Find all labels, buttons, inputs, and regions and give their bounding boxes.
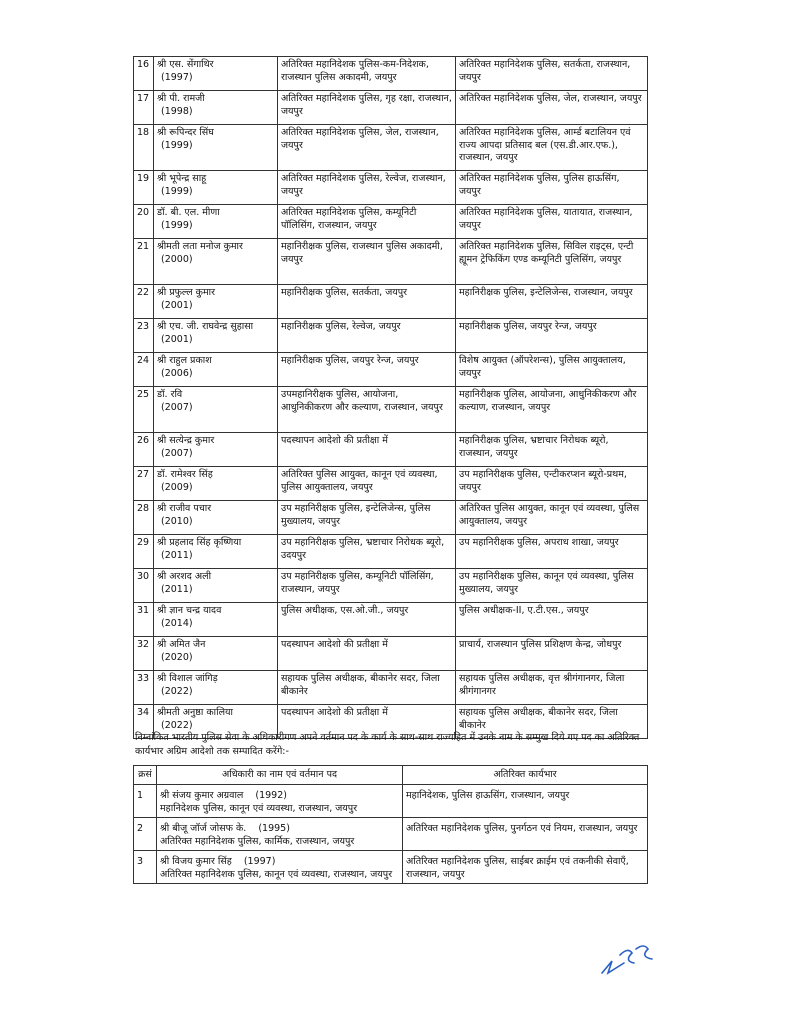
serial-cell: 26 — [134, 433, 154, 467]
officer-cell — [154, 387, 278, 433]
serial-cell: 19 — [134, 171, 154, 205]
transfer-table — [133, 56, 648, 739]
batch-year: (2001) — [161, 299, 193, 311]
batch-year: (2000) — [161, 253, 193, 265]
officer-cell — [154, 535, 278, 569]
table-row — [134, 353, 648, 387]
officer-name: श्री पी. रामजी — [157, 93, 205, 104]
new-post-cell: सहायक पुलिस अधीक्षक, बीकानेर सदर, जिला बीकानेर — [456, 705, 648, 739]
serial-cell: 29 — [134, 535, 154, 569]
batch-year: (1997) — [161, 71, 193, 83]
serial-cell: 23 — [134, 319, 154, 353]
new-post-cell: अतिरिक्त महानिदेशक पुलिस, आर्म्ड बटालियन एवं राज्य आपदा प्रतिसाद बल (एस.डी.आर.एफ.), राजस्थान, जयपुर — [456, 125, 648, 171]
officer-cell — [154, 501, 278, 535]
officer-name-line — [160, 855, 399, 868]
table-row — [134, 285, 648, 319]
current-post-cell: उप महानिरीक्षक पुलिस, इन्टेलिजेन्स, पुलिस मुख्यालय, जयपुर — [278, 501, 456, 535]
table-row — [134, 671, 648, 705]
officer-name: श्री रूपिन्दर सिंघ — [157, 127, 214, 138]
officer-cell — [157, 785, 403, 818]
table-row — [134, 91, 648, 125]
table-row — [134, 171, 648, 205]
new-post-cell: विशेष आयुक्त (ऑपरेशन्स), पुलिस आयुक्तालय, जयपुर — [456, 353, 648, 387]
table-row — [134, 637, 648, 671]
officer-name: श्रीमती लता मनोज कुमार — [157, 241, 243, 252]
signature — [598, 937, 658, 981]
officer-cell — [157, 818, 403, 851]
current-post: अतिरिक्त महानिदेशक पुलिस, कार्मिक, राजस्थान, जयपुर — [160, 836, 355, 847]
officer-name: श्रीमती अनुष्ठा कालिया — [157, 707, 233, 718]
officer-name: श्री संजय कुमार अग्रवाल — [160, 790, 244, 801]
table-row — [134, 535, 648, 569]
officer-cell — [154, 57, 278, 91]
officer-name-line — [160, 822, 399, 835]
table-row — [134, 57, 648, 91]
table-row — [134, 785, 648, 818]
officer-name: श्री एस. सेंगाथिर — [157, 59, 214, 70]
batch-year: (2010) — [161, 515, 193, 527]
officer-cell — [154, 285, 278, 319]
officer-name-line — [160, 789, 399, 802]
additional-charge-note: निम्नांकित भारतीय पुलिस सेवा के अधिकारीगण अपने वर्तमान पद के कार्य के साथ-साथ राज्यहित में उनके नाम के सम्मुख दिये गए पद का अतिरिक्त कार्यभार अग्रिम आदेशो तक सम्पादित करेंगे:- — [135, 732, 640, 757]
new-post-cell: उप महानिरीक्षक पुलिस, एन्टीकरप्शन ब्यूरो-प्रथम, जयपुर — [456, 467, 648, 501]
current-post-cell: सहायक पुलिस अधीक्षक, बीकानेर सदर, जिला बीकानेर — [278, 671, 456, 705]
serial-cell: 16 — [134, 57, 154, 91]
serial-cell: 22 — [134, 285, 154, 319]
serial-cell: 25 — [134, 387, 154, 433]
signature-stroke — [602, 946, 652, 973]
officer-name: श्री अमित जैन — [157, 639, 206, 650]
new-post-cell: महानिरीक्षक पुलिस, इन्टेलिजेन्स, राजस्थान, जयपुर — [456, 285, 648, 319]
officer-cell — [154, 603, 278, 637]
current-post-cell: अतिरिक्त पुलिस आयुक्त, कानून एवं व्यवस्था, पुलिस आयुक्तालय, जयपुर — [278, 467, 456, 501]
new-post-cell: प्राचार्य, राजस्थान पुलिस प्रशिक्षण केन्द्र, जोधपुर — [456, 637, 648, 671]
officer-cell — [154, 91, 278, 125]
officer-name: श्री प्रहलाद सिंह कृष्णिया — [157, 537, 242, 548]
current-post: अतिरिक्त महानिदेशक पुलिस, कानून एवं व्यवस्था, राजस्थान, जयपुर — [160, 869, 393, 880]
batch-year: (1999) — [161, 185, 193, 197]
officer-cell — [154, 239, 278, 285]
additional-charge-cell: अतिरिक्त महानिदेशक पुलिस, साईबर क्राईम एवं तकनीकी सेवाएँ, राजस्थान, जयपुर — [403, 851, 648, 884]
officer-cell — [154, 467, 278, 501]
current-post-cell: महानिरीक्षक पुलिस, रेल्वेज, जयपुर — [278, 319, 456, 353]
serial-cell: 31 — [134, 603, 154, 637]
batch-year: (1999) — [161, 139, 193, 151]
batch-year: (2001) — [161, 333, 193, 345]
table-row — [134, 501, 648, 535]
table-row — [134, 467, 648, 501]
officer-cell — [154, 671, 278, 705]
batch-year: (1995) — [258, 823, 290, 834]
header-serial: क्रसं — [134, 766, 157, 785]
officer-name: डॉ. रामेश्वर सिंह — [157, 469, 213, 480]
table-row — [134, 569, 648, 603]
current-post-cell: उप महानिरीक्षक पुलिस, भ्रष्टाचार निरोधक ब्यूरो, उदयपुर — [278, 535, 456, 569]
new-post-cell: अतिरिक्त महानिदेशक पुलिस, यातायात, राजस्थान, जयपुर — [456, 205, 648, 239]
current-post-cell: अतिरिक्त महानिदेशक पुलिस, रेल्वेज, राजस्थान, जयपुर — [278, 171, 456, 205]
table-row — [134, 433, 648, 467]
additional-charge-cell: महानिदेशक, पुलिस हाऊसिंग, राजस्थान, जयपुर — [403, 785, 648, 818]
batch-year: (2009) — [161, 481, 193, 493]
new-post-cell: अतिरिक्त महानिदेशक पुलिस, पुलिस हाऊसिंग, जयपुर — [456, 171, 648, 205]
officer-name: श्री राजीव पचार — [157, 503, 212, 514]
serial-cell: 2 — [134, 818, 157, 851]
officer-cell — [154, 125, 278, 171]
new-post-cell: अतिरिक्त महानिदेशक पुलिस, सिविल राइट्स, एन्टी ह्यूमन ट्रेफिकिंग एण्ड कम्यूनिटी पुलिसिंग, जयपुर — [456, 239, 648, 285]
officer-name: श्री बीजू जॉर्ज जोसफ के. — [160, 823, 247, 834]
batch-year: (1992) — [255, 790, 287, 801]
new-post-cell: उप महानिरीक्षक पुलिस, कानून एवं व्यवस्था, पुलिस मुख्यालय, जयपुर — [456, 569, 648, 603]
current-post: महानिदेशक पुलिस, कानून एवं व्यवस्था, राजस्थान, जयपुर — [160, 803, 358, 814]
officer-name: श्री ज्ञान चन्द्र यादव — [157, 605, 222, 616]
new-post-cell: अतिरिक्त महानिदेशक पुलिस, सतर्कता, राजस्थान, जयपुर — [456, 57, 648, 91]
batch-year: (1997) — [243, 856, 276, 867]
officer-name: श्री विशाल जांगिड़ — [157, 673, 218, 684]
officer-name: डॉ. रवि — [157, 389, 183, 400]
officer-cell — [154, 353, 278, 387]
table-row — [134, 851, 648, 884]
serial-cell: 33 — [134, 671, 154, 705]
officer-cell — [154, 171, 278, 205]
table-row — [134, 319, 648, 353]
new-post-cell: अतिरिक्त महानिदेशक पुलिस, जेल, राजस्थान, जयपुर — [456, 91, 648, 125]
officer-cell — [154, 569, 278, 603]
current-post-cell: पदस्थापन आदेशो की प्रतीक्षा में — [278, 637, 456, 671]
officer-name: श्री विजय कुमार सिंह — [160, 856, 232, 867]
serial-cell: 30 — [134, 569, 154, 603]
serial-cell: 28 — [134, 501, 154, 535]
current-post-cell: अतिरिक्त महानिदेशक पुलिस, गृह रक्षा, राजस्थान, जयपुर — [278, 91, 456, 125]
new-post-cell: महानिरीक्षक पुलिस, आयोजना, आधुनिकीकरण और कल्याण, राजस्थान, जयपुर — [456, 387, 648, 433]
officer-cell — [154, 319, 278, 353]
table-row — [134, 818, 648, 851]
additional-charge-cell: अतिरिक्त महानिदेशक पुलिस, पुनर्गठन एवं नियम, राजस्थान, जयपुर — [403, 818, 648, 851]
table-row — [134, 239, 648, 285]
officer-name: श्री सत्येन्द्र कुमार — [157, 435, 215, 446]
new-post-cell: सहायक पुलिस अधीक्षक, वृत्त श्रीगंगानगर, जिला श्रीगंगानगर — [456, 671, 648, 705]
current-post-cell: पदस्थापन आदेशो की प्रतीक्षा में — [278, 705, 456, 739]
officer-cell — [157, 851, 403, 884]
serial-cell: 21 — [134, 239, 154, 285]
officer-cell — [154, 637, 278, 671]
table-row — [134, 125, 648, 171]
table-header-row — [134, 766, 648, 785]
batch-year: (2007) — [161, 401, 193, 413]
current-post-cell: पुलिस अधीक्षक, एस.ओ.जी., जयपुर — [278, 603, 456, 637]
current-post-cell: महानिरीक्षक पुलिस, राजस्थान पुलिस अकादमी, जयपुर — [278, 239, 456, 285]
officer-cell — [154, 433, 278, 467]
table-row — [134, 603, 648, 637]
serial-cell: 17 — [134, 91, 154, 125]
current-post-cell: महानिरीक्षक पुलिस, जयपुर रेन्ज, जयपुर — [278, 353, 456, 387]
current-post-cell: महानिरीक्षक पुलिस, सतर्कता, जयपुर — [278, 285, 456, 319]
batch-year: (2014) — [161, 617, 193, 629]
new-post-cell: अतिरिक्त पुलिस आयुक्त, कानून एवं व्यवस्था, पुलिस आयुक्तालय, जयपुर — [456, 501, 648, 535]
officer-name: श्री एच. जी. राघवेन्द्र सुहासा — [157, 321, 254, 332]
serial-cell: 27 — [134, 467, 154, 501]
serial-cell: 1 — [134, 785, 157, 818]
serial-cell: 3 — [134, 851, 157, 884]
additional-charge-table — [133, 765, 648, 884]
current-post-cell: पदस्थापन आदेशो की प्रतीक्षा में — [278, 433, 456, 467]
current-post-cell: उपमहानिरीक्षक पुलिस, आयोजना, आधुनिकीकरण और कल्याण, राजस्थान, जयपुर — [278, 387, 456, 433]
serial-cell: 20 — [134, 205, 154, 239]
batch-year: (2011) — [161, 583, 193, 595]
batch-year: (2022) — [161, 685, 193, 697]
table-row — [134, 387, 648, 433]
serial-cell: 24 — [134, 353, 154, 387]
serial-cell: 34 — [134, 705, 154, 739]
batch-year: (1998) — [161, 105, 193, 117]
new-post-cell: पुलिस अधीक्षक-II, ए.टी.एस., जयपुर — [456, 603, 648, 637]
header-officer: अधिकारी का नाम एवं वर्तमान पद — [157, 766, 403, 785]
table-row — [134, 205, 648, 239]
serial-cell: 32 — [134, 637, 154, 671]
batch-year: (2011) — [161, 549, 193, 561]
officer-name: श्री प्रफुल्ल कुमार — [157, 287, 216, 298]
officer-cell — [154, 205, 278, 239]
batch-year: (1999) — [161, 219, 193, 231]
serial-cell: 18 — [134, 125, 154, 171]
header-additional: अतिरिक्त कार्यभार — [403, 766, 648, 785]
officer-name: श्री राहुल प्रकाश — [157, 355, 212, 366]
new-post-cell: उप महानिरीक्षक पुलिस, अपराध शाखा, जयपुर — [456, 535, 648, 569]
batch-year: (2007) — [161, 447, 193, 459]
current-post-cell: अतिरिक्त महानिदेशक पुलिस, कम्यूनिटी पॉलिसिंग, राजस्थान, जयपुर — [278, 205, 456, 239]
officer-name: डॉ. बी. एल. मीणा — [157, 207, 220, 218]
new-post-cell: महानिरीक्षक पुलिस, जयपुर रेन्ज, जयपुर — [456, 319, 648, 353]
new-post-cell: महानिरीक्षक पुलिस, भ्रष्टाचार निरोधक ब्यूरो, राजस्थान, जयपुर — [456, 433, 648, 467]
current-post-cell: उप महानिरीक्षक पुलिस, कम्यूनिटी पॉलिसिंग, राजस्थान, जयपुर — [278, 569, 456, 603]
current-post-cell: अतिरिक्त महानिदेशक पुलिस, जेल, राजस्थान, जयपुर — [278, 125, 456, 171]
officer-name: श्री अरशद अली — [157, 571, 212, 582]
batch-year: (2006) — [161, 367, 193, 379]
batch-year: (2020) — [161, 651, 193, 663]
officer-name: श्री भूपेन्द्र साहू — [157, 173, 207, 184]
current-post-cell: अतिरिक्त महानिदेशक पुलिस-कम-निदेशक, राजस्थान पुलिस अकादमी, जयपुर — [278, 57, 456, 91]
batch-year: (2022) — [161, 719, 193, 731]
